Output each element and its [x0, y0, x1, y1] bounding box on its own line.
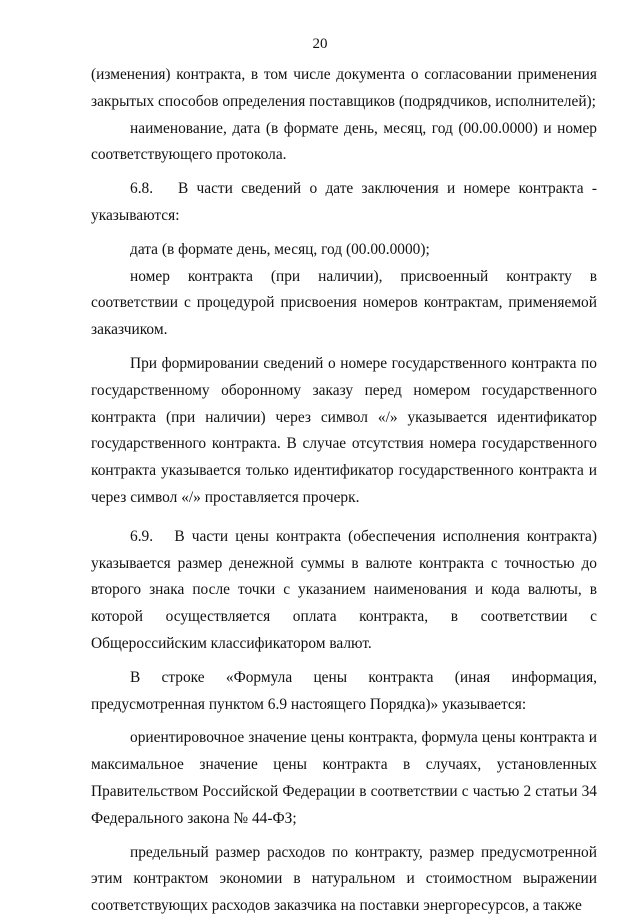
document-body	[91, 62, 597, 920]
paragraph-approximate-price: ориентировочное значение цены контракта, формула цены контракта и максимальное значение цены контракта в случаях, установленных Правительством Российской Федерации в соответствии с частью 2 статьи 34 Федерального закона № 44-ФЗ;	[91, 729, 597, 827]
paragraph-date-format: дата (в формате день, месяц, год (00.00.0000);	[130, 240, 430, 258]
paragraph-price-formula-line: В строке «Формула цены контракта (иная информация, предусмотренная пунктом 6.9 настоящего Порядка)» указывается:	[91, 668, 597, 713]
paragraph-section-6-9: 6.9. В части цены контракта (обеспечения исполнения контракта) указывается размер денежной суммы в валюте контракта с точностью до второго знака после точки с указанием наименования и кода валюты, в которой осуществляется оплата контракта, в соответствии с Общероссийским классификатором валют.	[91, 527, 597, 652]
paragraph-expense-limit: предельный размер расходов по контракту, размер предусмотренной этим контрактом экономии в натуральном и стоимостном выражении соответствующих расходов заказчика на поставки энергоресурсов, а также	[91, 843, 597, 915]
page-number: 20	[312, 36, 328, 52]
paragraph-contract-change-docs: (изменения) контракта, в том числе документа о согласовании применения закрытых способов определения поставщиков (подрядчиков, исполнителей);	[91, 66, 597, 110]
paragraph-section-6-8: 6.8. В части сведений о дате заключения и номере контракта - указываются:	[91, 180, 597, 224]
paragraph-protocol-name: наименование, дата (в формате день, месяц, год (00.00.0000) и номер соответствующего протокола.	[91, 119, 597, 164]
paragraph-contract-number: номер контракта (при наличии), присвоенный контракту в соответствии с процедурой присвоения номеров контрактам, применяемой заказчиком.	[91, 267, 597, 339]
paragraph-state-contract-identifier: При формировании сведений о номере государственного контракта по государственному оборонному заказу перед номером государственного контракта (при наличии) через символ «/» указывается идентификатор государственного контракта. В случае отсутствия номера государственного контракта указывается только идентификатор государственного контракта и через символ «/» проставляется прочерк.	[91, 354, 597, 506]
